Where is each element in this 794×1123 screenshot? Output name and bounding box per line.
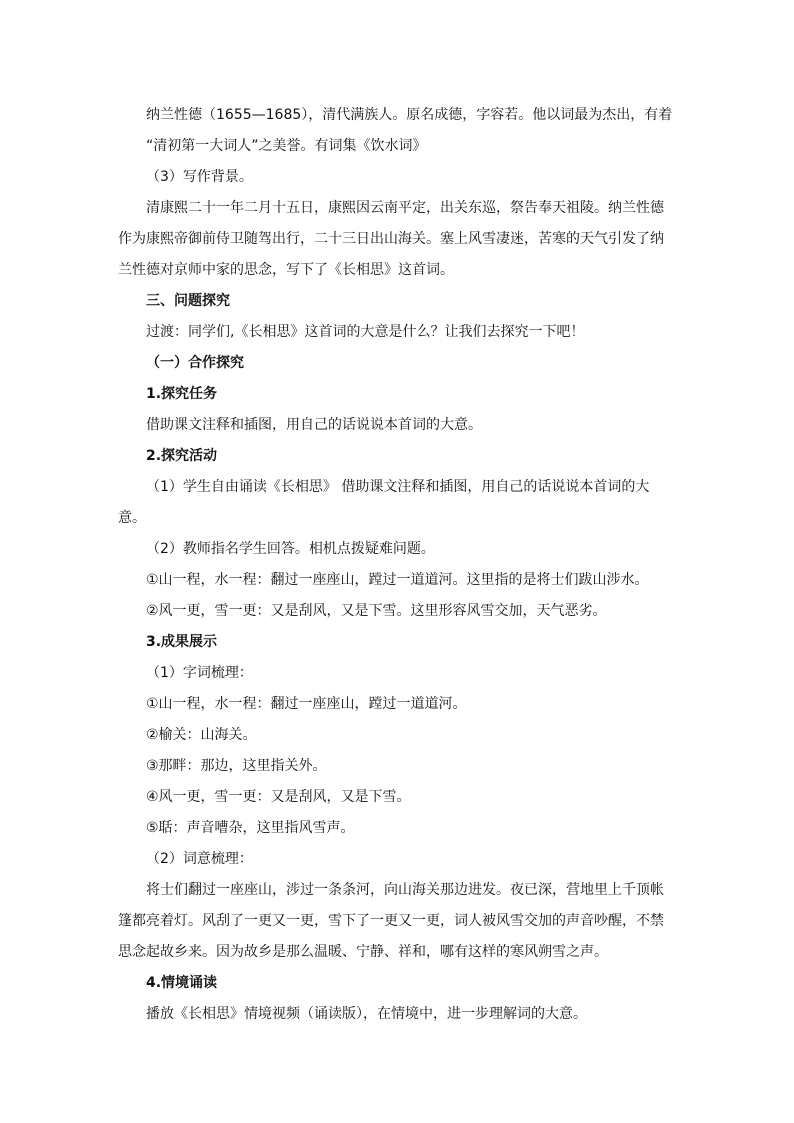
writing-background-heading: （3）写作背景。	[146, 169, 253, 185]
section-3-heading: 三、问题探究	[146, 293, 230, 309]
activity-item-2: （2）教师指名学生回答。相机点拨疑难问题。	[146, 541, 435, 557]
meaning-review-line-2: 篷都亮着灯。风刮了一更又一更，雪下了一更又一更，词人被风雪交加的声音吵醒，不禁	[118, 913, 664, 929]
situational-recitation-text: 播放《长相思》情境视频（诵读版），在情境中，进一步理解词的大意。	[146, 1006, 587, 1022]
word-review-item-1: ①山一程，水一程：翻过一座座山，蹚过一道道河。	[146, 696, 467, 712]
word-review-item-3: ③那畔：那边，这里指关外。	[146, 758, 327, 774]
activity-item-1-line-2: 意。	[118, 510, 146, 526]
meaning-review-line-3: 思念起故乡来。因为故乡是那么温暖、宁静、祥和，哪有这样的寒风朔雪之声。	[118, 944, 608, 960]
results-heading: 3.成果展示	[146, 634, 218, 650]
writing-background-line-3: 兰性德对京师中家的思念，写下了《长相思》这首词。	[118, 262, 454, 278]
word-review-item-4: ④风一更，雪一更：又是刮风，又是下雪。	[146, 789, 411, 805]
activity-item-2-point-2: ②风一更，雪一更：又是刮风，又是下雪。这里形容风雪交加，天气恶劣。	[146, 603, 607, 619]
writing-background-line-1: 清康熙二十一年二月十五日，康熙因云南平定，出关东巡，祭告奉天祖陵。纳兰性德	[146, 200, 664, 216]
inquiry-activity-heading: 2.探究活动	[146, 448, 218, 464]
word-review-heading: （1）字词梳理：	[146, 665, 253, 681]
document-body	[118, 100, 678, 1030]
author-intro-line-1: 纳兰性德（1655—1685），清代满族人。原名成德，字容若。他以词最为杰出，有着	[146, 107, 673, 123]
cooperative-inquiry-heading: （一）合作探究	[146, 355, 244, 371]
transition-text: 过渡：同学们,《长相思》这首词的大意是什么？让我们去探究一下吧！	[146, 324, 585, 340]
activity-item-2-point-1: ①山一程，水一程：翻过一座座山，蹚过一道道河。这里指的是将士们跋山涉水。	[146, 572, 649, 588]
word-review-item-2: ②榆关：山海关。	[146, 727, 257, 743]
writing-background-line-2: 作为康熙帝御前侍卫随驾出行，二十三日出山海关。塞上风雪凄迷，苦寒的天气引发了纳	[118, 231, 664, 247]
inquiry-task-heading: 1.探究任务	[146, 386, 218, 402]
inquiry-task-text: 借助课文注释和插图，用自己的话说说本首词的大意。	[146, 417, 482, 433]
meaning-review-heading: （2）词意梳理：	[146, 851, 253, 867]
meaning-review-line-1: 将士们翻过一座座山，涉过一条条河，向山海关那边进发。夜已深，营地里上千顶帐	[146, 882, 664, 898]
author-intro-line-2: “清初第一大词人”之美誉。有词集《饮水词》	[146, 138, 427, 154]
situational-recitation-heading: 4.情境诵读	[146, 975, 218, 991]
activity-item-1-line-1: （1）学生自由诵读《长相思》 借助课文注释和插图，用自己的话说说本首词的大	[146, 479, 650, 495]
word-review-item-5: ⑤聒：声音嘈杂，这里指风雪声。	[146, 820, 355, 836]
